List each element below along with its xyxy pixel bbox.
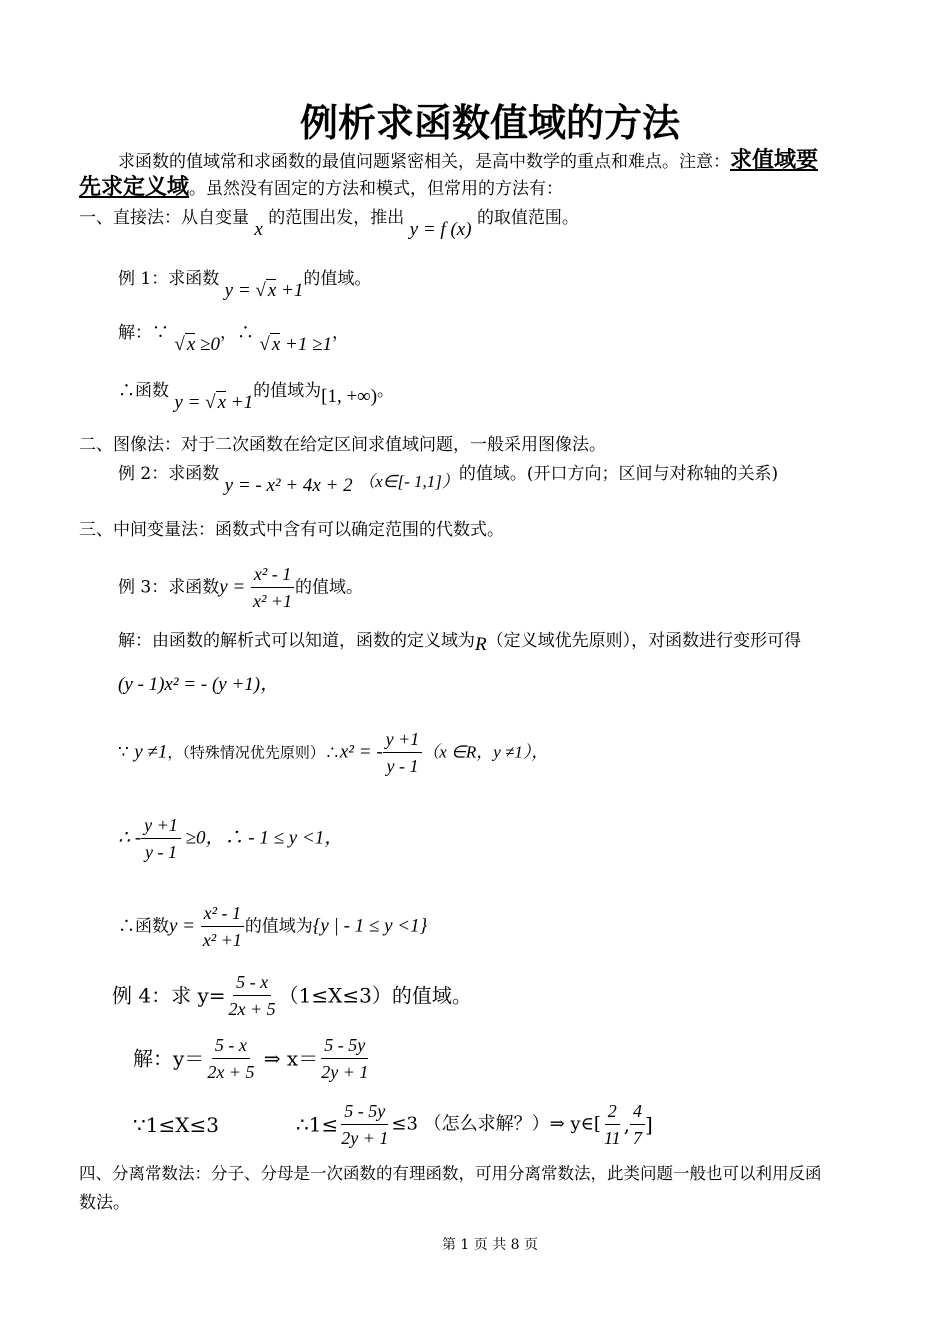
solution-3-line-4 bbox=[118, 808, 343, 869]
example-label: 例 3：求函数 bbox=[118, 577, 220, 598]
condition: （1≤X≤3）的值域。 bbox=[278, 983, 472, 1008]
intro-text: 求函数的值域常和求函数的最值问题紧密相关，是高中数学的重点和难点。注意： bbox=[118, 152, 730, 172]
formula: y = √ x +1 bbox=[224, 280, 304, 301]
intro-emphasis: 求值域要 bbox=[730, 148, 819, 173]
section-3-heading: 三、中间变量法：函数式中含有可以确定范围的代数式。 bbox=[79, 520, 504, 540]
example-1 bbox=[118, 268, 372, 301]
conclusion-label: ∴函数 bbox=[118, 916, 169, 937]
function-expr: y = f (x) bbox=[409, 219, 472, 240]
solution-text: 解：y＝ bbox=[133, 1046, 205, 1071]
intro-line-2 bbox=[79, 177, 563, 200]
heading-text: 的范围出发，推出 bbox=[268, 208, 405, 228]
fraction: $\frac{5 - 5y}{2y + 1}$ bbox=[318, 1032, 371, 1085]
range: {y | - 1 ≤ y <1} bbox=[312, 915, 428, 937]
fraction: $\frac{4}{7}$ bbox=[630, 1098, 645, 1151]
formula: y = √ x +1 bbox=[174, 392, 254, 413]
conclusion-label: ∴函数 bbox=[118, 381, 169, 401]
solution-3-line-5 bbox=[118, 896, 427, 957]
solution-text: ，（特殊情况优先原则）∴ bbox=[167, 743, 340, 762]
heading-text: 的取值范围。 bbox=[476, 208, 579, 228]
solution-3-line-2: (y - 1)x² = - (y +1)， bbox=[118, 674, 280, 695]
intro-line-1 bbox=[118, 150, 818, 173]
formula: ∴ - bbox=[118, 827, 142, 849]
section-4-heading: 四、分离常数法：分子、分母是一次函数的有理函数，可用分离常数法，此类问题一般也可以利用反函 bbox=[79, 1164, 822, 1183]
connector: ，∴ bbox=[219, 323, 254, 343]
intro-text-2: 。虽然没有固定的方法和模式，但常用的方法有： bbox=[189, 179, 564, 199]
formula: √ x ≥0 bbox=[174, 334, 220, 355]
example-4 bbox=[112, 965, 472, 1025]
solution-text: 解：由函数的解析式可以知道，函数的定义域为 bbox=[118, 631, 475, 651]
punctuation: ] bbox=[644, 1112, 653, 1137]
punctuation: 。 bbox=[377, 381, 395, 401]
example-4-solution bbox=[133, 1028, 371, 1088]
solution-text: ∴1≤ bbox=[296, 1112, 339, 1137]
solution-label: 解：∵ bbox=[118, 323, 169, 343]
fraction: $\frac{5 - x}{2x + 5}$ bbox=[204, 1032, 257, 1085]
formula-lhs: y = bbox=[169, 915, 200, 937]
example-tail: 的值域。(开口方向；区间与对称轴的关系) bbox=[458, 464, 779, 484]
formula: y = - x² + 4x + 2 bbox=[224, 475, 353, 496]
example-label: 例 4：求 y= bbox=[112, 983, 226, 1008]
example-tail: 的值域。 bbox=[303, 269, 372, 289]
example-tail: 的值域。 bbox=[295, 577, 364, 598]
punctuation: ， bbox=[332, 323, 349, 343]
section-4-line-2: 数法。 bbox=[79, 1193, 130, 1213]
implies: ⇒ x＝ bbox=[257, 1046, 319, 1071]
solution-3-line-3 bbox=[118, 722, 548, 783]
formula: y ≠1 bbox=[134, 741, 168, 763]
intro-emphasis-2: 先求定义域 bbox=[79, 175, 190, 200]
fraction: $\frac{y +1}{y - 1}$ bbox=[383, 726, 423, 779]
page-title: 例析求函数值域的方法 bbox=[299, 101, 680, 145]
heading-text: 一、直接法：从自变量 bbox=[79, 208, 249, 228]
punctuation: , bbox=[623, 1112, 630, 1137]
condition: （x ∈R，y ≠1）， bbox=[422, 742, 549, 762]
section-1-heading bbox=[79, 207, 579, 240]
connector: 的值域为 bbox=[253, 381, 322, 401]
formula: ≥0，∴ - 1 ≤ y <1， bbox=[180, 827, 344, 849]
section-2-heading: 二、图像法：对于二次函数在给定区间求值域问题，一般采用图像法。 bbox=[79, 435, 606, 455]
because-symbol: ∵ bbox=[118, 742, 129, 763]
example-label: 例 1：求函数 bbox=[118, 269, 220, 289]
condition: ∵1≤X≤3 bbox=[133, 1112, 219, 1137]
solution-3-line-1 bbox=[118, 630, 802, 655]
fraction: $\frac{2}{11}$ bbox=[601, 1098, 624, 1151]
solution-1 bbox=[118, 322, 349, 355]
set-R: R bbox=[475, 634, 487, 655]
formula: x² = - bbox=[339, 741, 383, 763]
page-footer: 第 1 页 共 8 页 bbox=[441, 1237, 539, 1253]
formula: √ x +1 ≥1 bbox=[259, 334, 332, 355]
connector: 的值域为 bbox=[244, 916, 313, 937]
fraction: $\frac{\text{x² - 1}}{\text{x² +1}}$ bbox=[200, 900, 245, 953]
fraction: $\frac{5 - x}{2x + 5}$ bbox=[226, 969, 279, 1022]
solution-text: ≤3 （怎么求解？）⇒ y∈[ bbox=[391, 1113, 601, 1135]
formula-lhs: y = bbox=[219, 576, 250, 598]
example-3 bbox=[118, 558, 363, 617]
conclusion-1 bbox=[118, 380, 395, 413]
example-2 bbox=[118, 463, 779, 496]
range: [1, +∞) bbox=[321, 386, 378, 407]
example-label: 例 2：求函数 bbox=[118, 464, 220, 484]
solution-text: （定义域优先原则），对函数进行变形可得 bbox=[486, 631, 802, 651]
fraction: $\frac{5 - 5y}{2y + 1}$ bbox=[338, 1098, 391, 1151]
variable-x: x bbox=[254, 219, 263, 240]
condition: （x∈[- 1,1]） bbox=[358, 472, 459, 491]
fraction: $\frac{\text{x² - 1}}{\text{x² +1}}$ bbox=[250, 561, 295, 614]
example-4-step bbox=[133, 1094, 653, 1154]
fraction: $\frac{y +1}{y - 1}$ bbox=[141, 812, 181, 865]
